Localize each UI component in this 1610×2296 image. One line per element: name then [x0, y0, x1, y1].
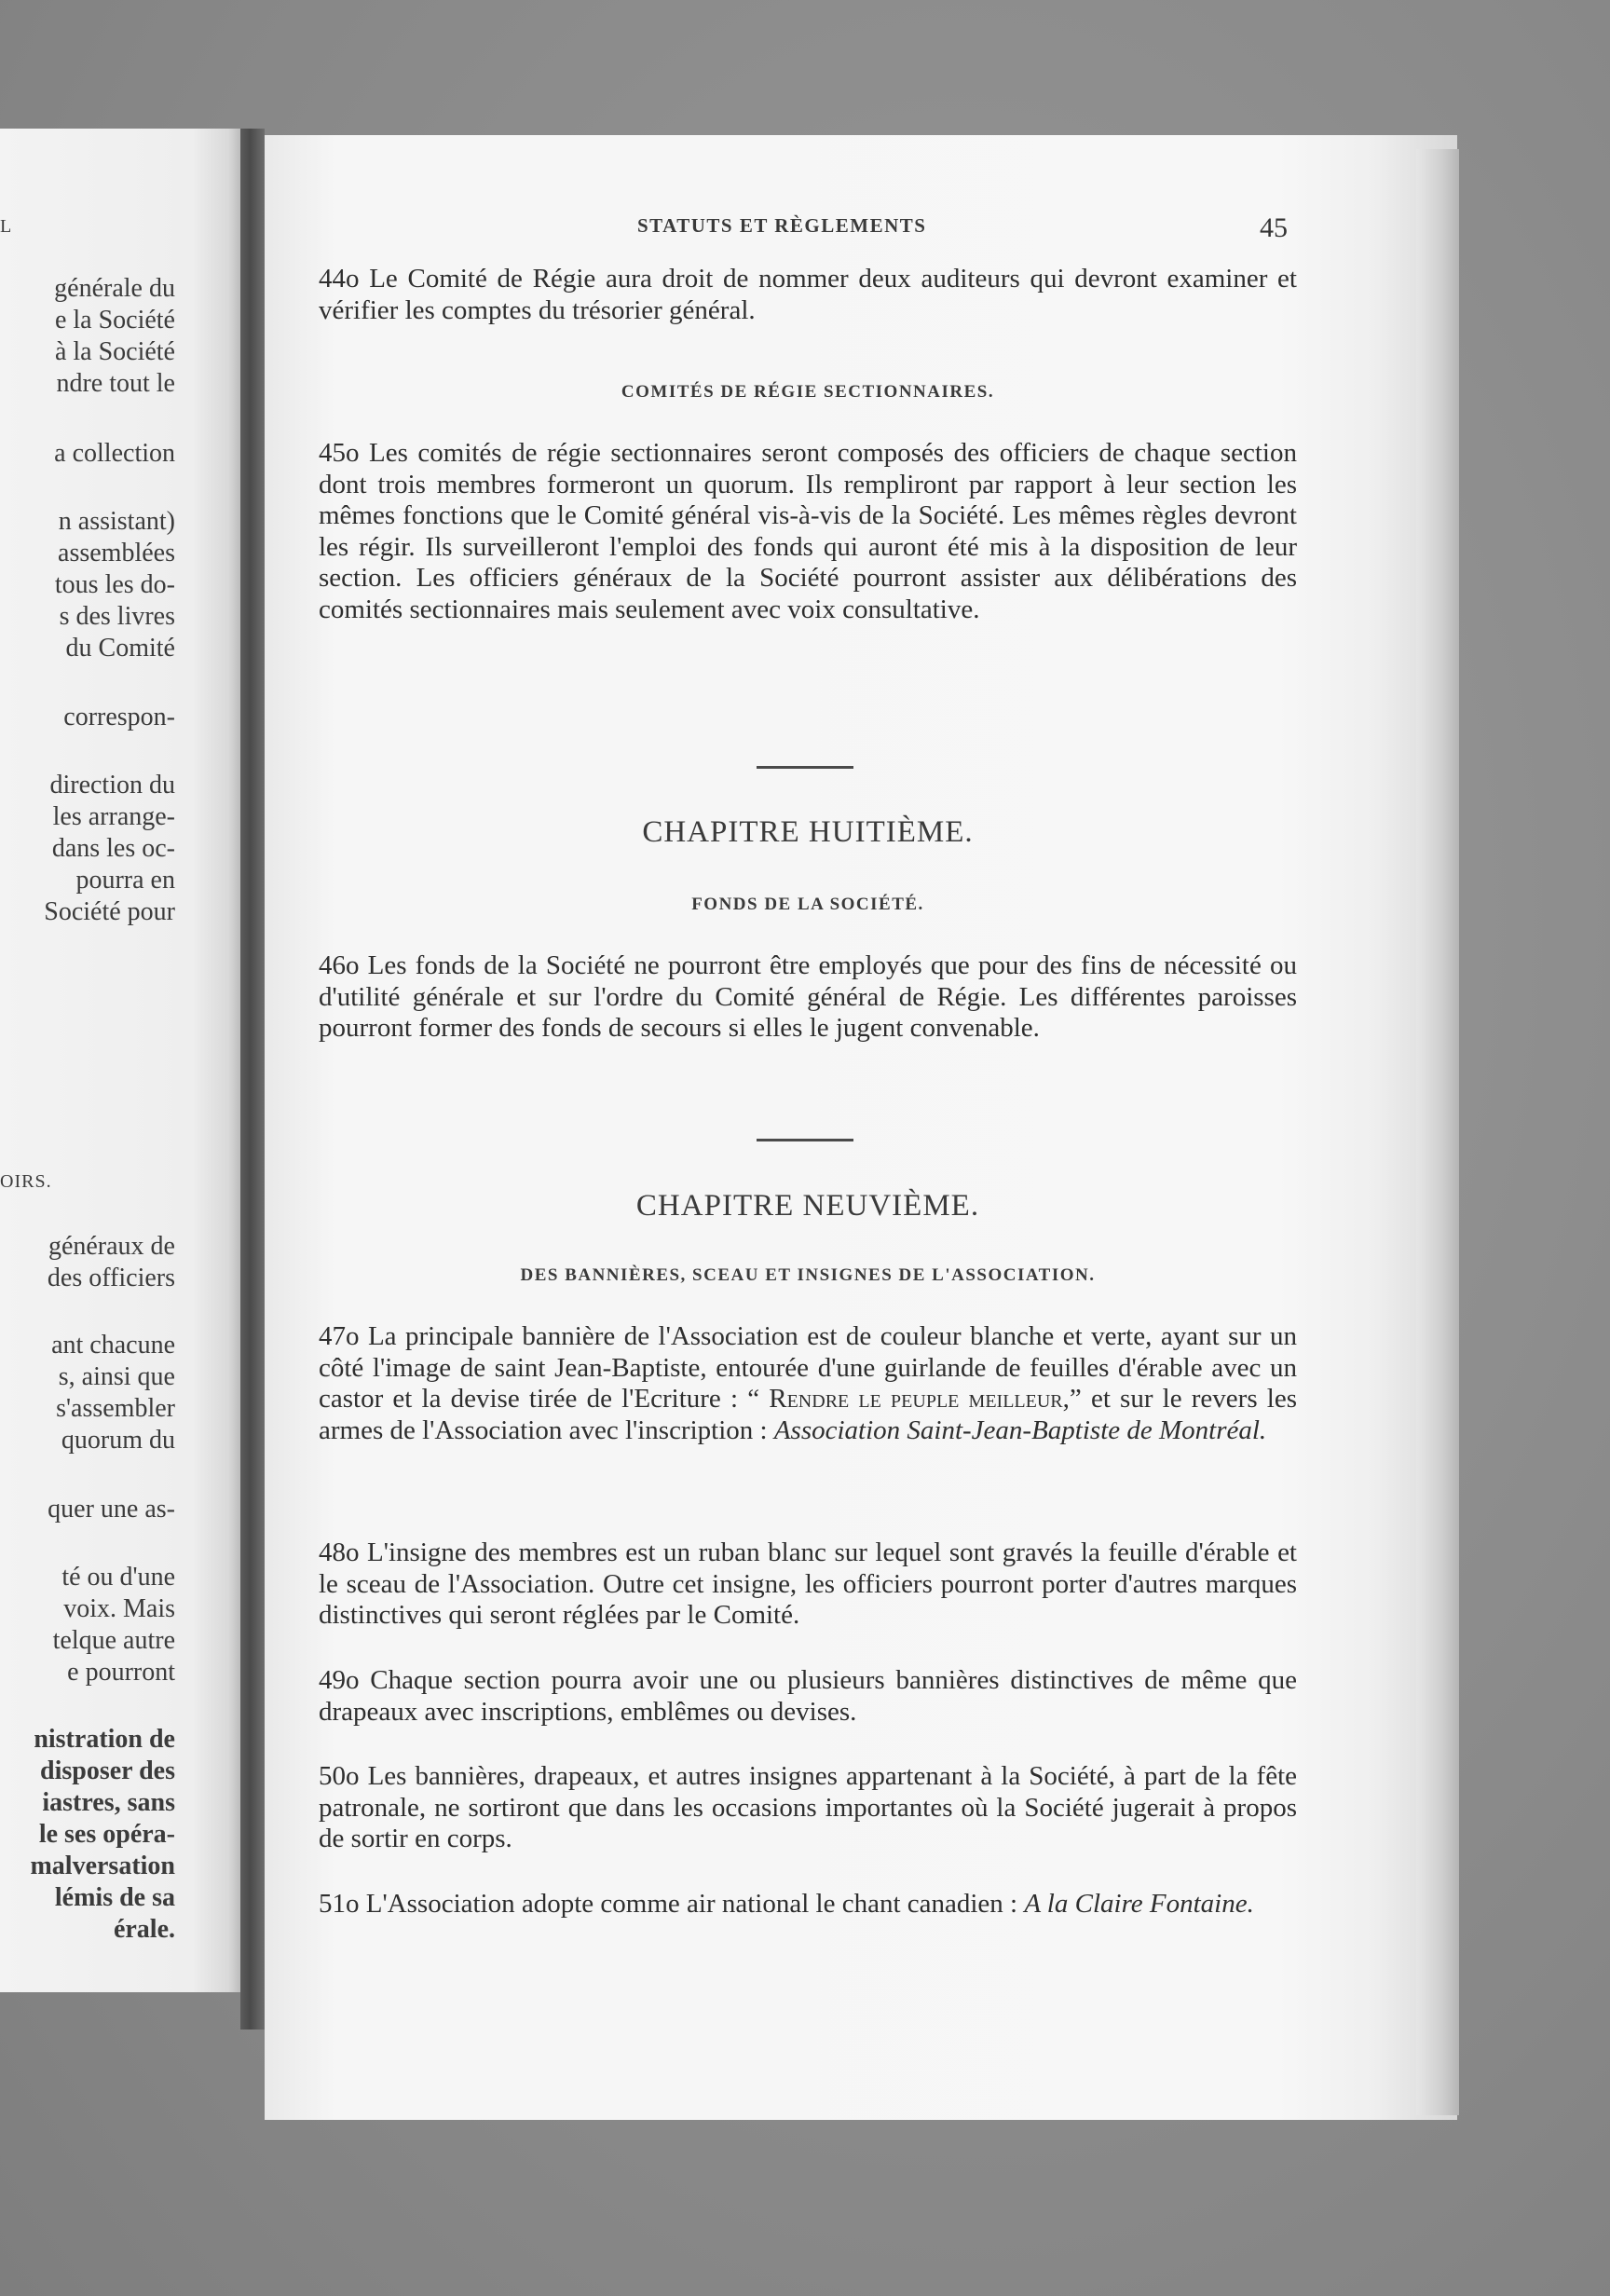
- left-page-line: malversation: [30, 1852, 175, 1880]
- left-page-line: direction du: [49, 771, 175, 800]
- left-page-line: s des livres: [59, 602, 175, 631]
- left-page-line: té ou d'une: [61, 1563, 175, 1592]
- left-page-line: des officiers: [47, 1264, 175, 1292]
- subheading-fonds: FONDS DE LA SOCIÉTÉ.: [691, 895, 924, 914]
- left-page-line: ndre tout le: [56, 369, 175, 398]
- article-47: [319, 1321, 1297, 1446]
- subheading-bannieres: DES BANNIÈRES, SCEAU ET INSIGNES DE L'ASSOCIATION.: [520, 1265, 1096, 1285]
- article-47-motto: Rendre le peuple meilleur,: [769, 1384, 1070, 1414]
- left-page-line: disposer des: [40, 1756, 175, 1785]
- left-page-line: n assistant): [58, 507, 175, 536]
- article-47-inscription: Association Saint-Jean-Baptiste de Montréal.: [773, 1414, 1267, 1445]
- article-51-text: 51o L'Association adopte comme air national le chant canadien :: [319, 1889, 1025, 1919]
- article-48: 48o L'insigne des membres est un ruban blanc sur lequel sont gravés la feuille d'érable et le sceau de l'Association. Outre cet insigne, les officiers pourront porter d'autres marques distinctives qui seront réglées par le Comité.: [319, 1538, 1297, 1630]
- left-page-line: ant chacune: [51, 1331, 175, 1360]
- left-page-line: correspon-: [63, 703, 175, 731]
- left-page-line: érale.: [113, 1915, 175, 1944]
- left-page-line: a collection: [54, 439, 175, 468]
- left-page-line: du Comité: [65, 634, 175, 663]
- left-page-line: iastres, sans: [42, 1788, 175, 1817]
- running-head: STATUTS ET RÈGLEMENTS: [637, 214, 927, 237]
- article-45: 45o Les comités de régie sectionnaires seront composés des officiers de chaque section dont trois membres formeront un quorum. Ils rempliront par rapport à leur section les mêmes fonctions que le Comité général vis-à-vis de la Société. Les mêmes règles devront les régir. Ils surveilleront l'emploi des fonds qui auront été mis à la disposition de leur section. Les officiers généraux de la Société pourront assister aux délibérations des comités sectionnaires mais seulement avec voix consultative.: [319, 438, 1297, 624]
- left-page-line: Société pour: [44, 897, 175, 926]
- left-page-line: telque autre: [52, 1626, 175, 1655]
- left-page-line: voix. Mais: [63, 1594, 175, 1623]
- article-47-text: 47o La principale bannière de l'Association est de couleur blanche et verte, ayant sur un côté l'image de saint Jean-Baptiste, entourée d'une guirlande de feuilles d'érable avec un castor et la devise tirée de l'Ecriture : “: [319, 1321, 1297, 1414]
- left-page-line: dans les oc-: [51, 834, 175, 863]
- article-51-song: A la Claire Fontaine.: [1024, 1889, 1254, 1919]
- left-page-line: généraux de: [48, 1232, 175, 1261]
- article-50: 50o Les bannières, drapeaux, et autres insignes appartenant à la Société, à part de la fête patronale, ne sortiront que dans les occasions importantes où la Société jugerait à propos de sortir en corps.: [319, 1761, 1297, 1853]
- book-spine-gutter: [240, 129, 265, 2030]
- section-rule: [757, 1139, 853, 1141]
- subheading-comites: COMITÉS DE RÉGIE SECTIONNAIRES.: [621, 382, 995, 402]
- article-44: 44o Le Comité de Régie aura droit de nommer deux auditeurs qui devront examiner et vérifier les comptes du trésorier général.: [319, 264, 1297, 325]
- left-page-line: e pourront: [67, 1658, 175, 1687]
- left-page-line: e la Société: [54, 306, 175, 335]
- left-page-line: nistration de: [34, 1725, 175, 1754]
- left-page-line: quer une as-: [48, 1495, 175, 1524]
- left-page-line: s'assembler: [56, 1394, 175, 1423]
- left-page-line: quorum du: [61, 1426, 175, 1455]
- left-page-line: s, ainsi que: [58, 1362, 175, 1391]
- article-47-text-continued: ” et sur le revers les armes de l'Association avec l'inscription :: [319, 1384, 1298, 1445]
- left-page-line: les arrange-: [52, 802, 175, 831]
- left-page-line: à la Société: [54, 337, 175, 366]
- chapter-eight-title: CHAPITRE HUITIÈME.: [642, 815, 974, 849]
- left-page-line: tous les do-: [54, 570, 175, 599]
- left-page-line: OIRS.: [0, 1171, 52, 1192]
- left-page-line: pourra en: [75, 866, 175, 895]
- page-edge-shadow: [1416, 149, 1459, 2115]
- left-page-line: lémis de sa: [54, 1883, 175, 1912]
- left-page-line: générale du: [54, 274, 175, 303]
- article-46: 46o Les fonds de la Société ne pourront être employés que pour des fins de nécessité ou d'utilité générale et sur l'ordre du Comité général de Régie. Les différentes paroisses pourront former des fonds de secours si elles le jugent convenable.: [319, 950, 1297, 1043]
- left-page-line: le ses opéra-: [38, 1820, 175, 1849]
- chapter-nine-title: CHAPITRE NEUVIÈME.: [635, 1189, 980, 1223]
- article-49: 49o Chaque section pourra avoir une ou plusieurs bannières distinctives de même que drapeaux avec inscriptions, emblêmes ou devises.: [319, 1665, 1297, 1727]
- article-51: [319, 1889, 1297, 1920]
- left-page-line: assemblées: [58, 539, 175, 567]
- left-page-line: L: [0, 216, 13, 237]
- page-number: 45: [1260, 212, 1288, 243]
- left-facing-page: [0, 129, 240, 1992]
- section-rule: [757, 766, 853, 769]
